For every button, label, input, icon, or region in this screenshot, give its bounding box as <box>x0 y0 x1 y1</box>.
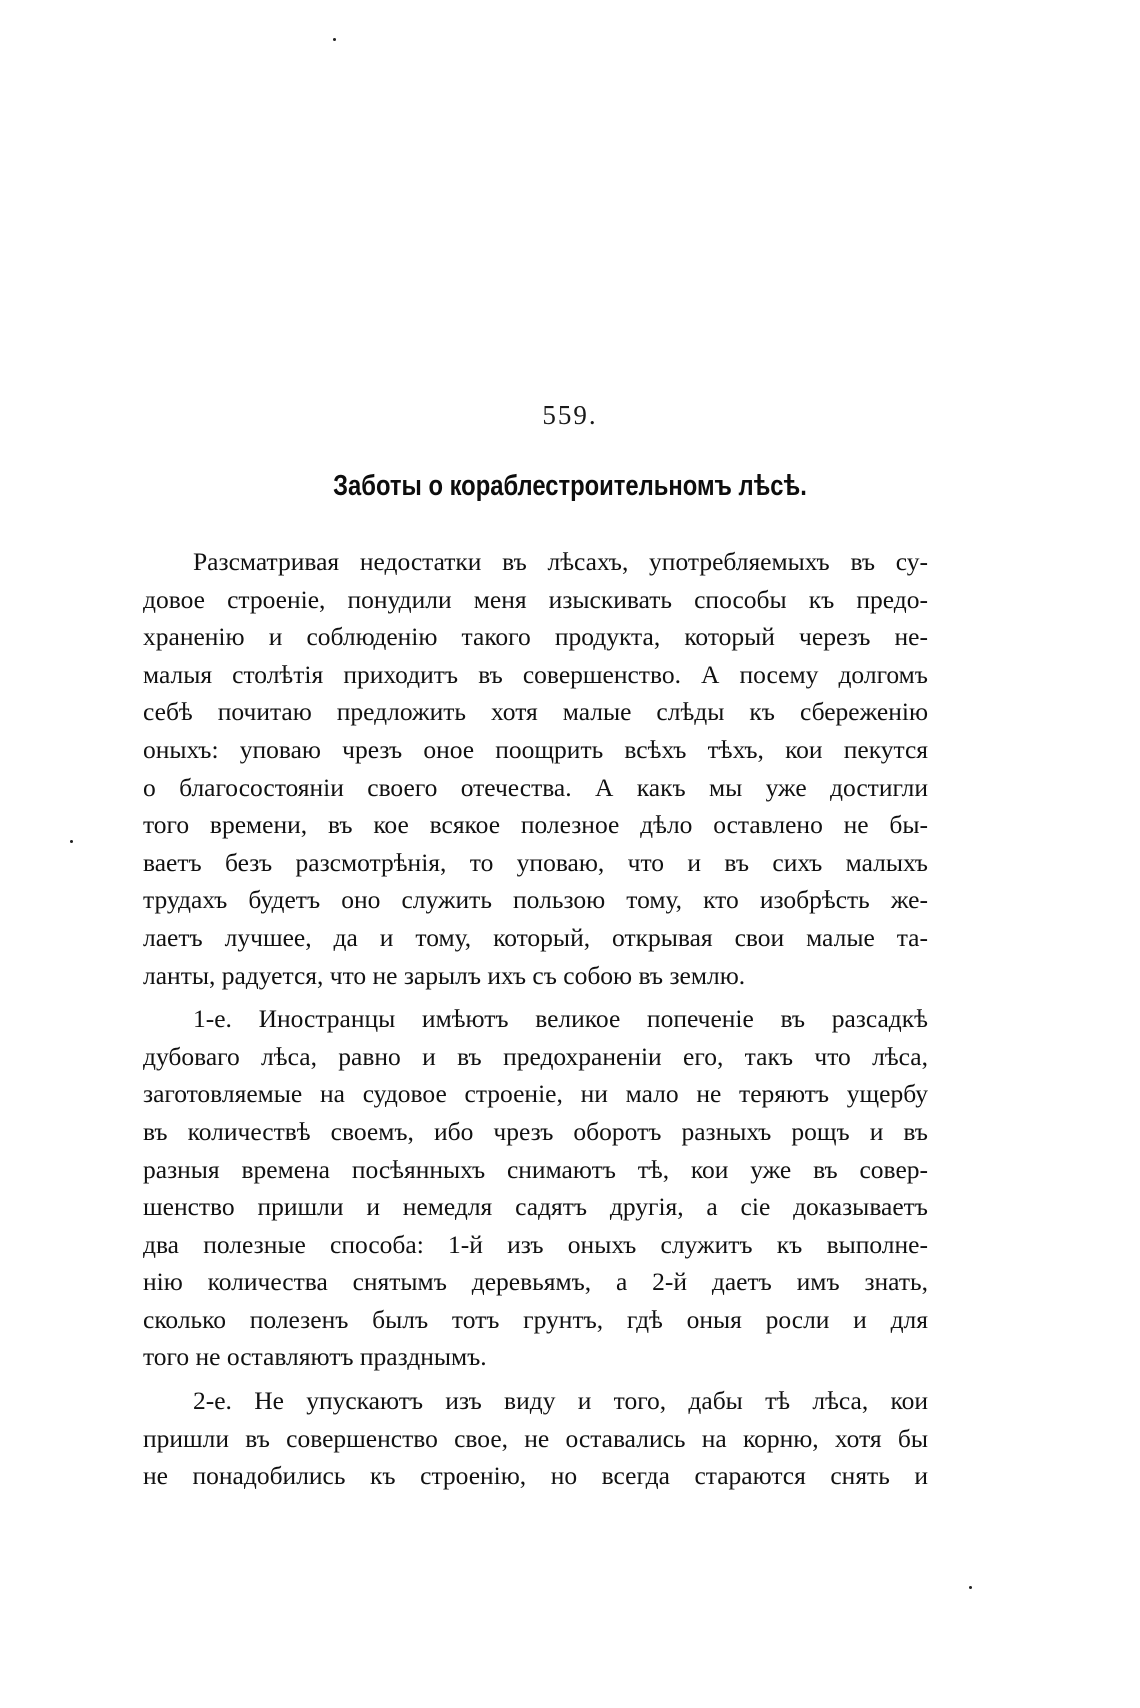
paragraph-item-2 <box>143 1382 928 1495</box>
print-speck <box>969 1586 972 1589</box>
text-line: заготовляемые на судовое строеніе, ни мало не теряютъ ущербу <box>143 1079 928 1109</box>
paragraph-item-1 <box>143 1000 928 1376</box>
text-line: довое строеніе, понудили меня изыскивать способы къ предо- <box>143 584 928 614</box>
document-number: 559. <box>542 400 598 430</box>
text-line: Разсматривая недостатки въ лѣсахъ, употребляемыхъ въ су- <box>193 547 928 576</box>
document-body <box>143 543 928 1495</box>
text-line: не понадобились къ строенію, но всегда стараются снять и <box>143 1461 928 1491</box>
text-line: трудахъ будетъ оно служить пользою тому, кто изобрѣсть же- <box>143 885 928 915</box>
text-line: дубоваго лѣса, равно и въ предохраненіи его, такъ что лѣса, <box>143 1041 928 1071</box>
text-line: ваетъ безъ разсмотрѣнія, то уповаю, что и въ сихъ малыхъ <box>143 847 928 877</box>
text-line: шенство пришли и немедля садятъ другія, а сіе доказываетъ <box>143 1192 928 1222</box>
text-line: лаетъ лучшее, да и тому, который, открывая свои малые та- <box>143 922 928 952</box>
text-line: малыя столѣтія приходитъ въ совершенство. А посему долгомъ <box>143 659 928 689</box>
text-line: сколько полезенъ былъ тотъ грунтъ, гдѣ оныя росли и для <box>143 1304 928 1334</box>
text-line: о благосостояніи своего отечества. А какъ мы уже достигли <box>143 772 928 802</box>
text-line: нію количества снятымъ деревьямъ, а 2-й даетъ имъ знать, <box>143 1267 928 1297</box>
text-line: разныя времена посѣянныхъ снимаютъ тѣ, кои уже въ совер- <box>143 1154 928 1184</box>
print-speck <box>70 840 73 843</box>
print-speck <box>333 38 336 41</box>
text-line: 2-е. Не упускаютъ изъ виду и того, дабы тѣ лѣса, кои <box>193 1386 928 1416</box>
text-line: храненію и соблюденію такого продукта, который черезъ не- <box>143 622 928 652</box>
text-line: себѣ почитаю предложить хотя малые слѣды къ сбереженію <box>143 697 928 727</box>
text-line: пришли въ совершенство свое, не оставались на корню, хотя бы <box>143 1423 928 1453</box>
document-title: Заботы о кораблестроительномъ лѣсѣ. <box>333 470 807 502</box>
text-line: въ количествѣ своемъ, ибо чрезъ оборотъ разныхъ рощъ и въ <box>143 1116 928 1146</box>
text-line: оныхъ: уповаю чрезъ оное поощрить всѣхъ тѣхъ, кои пекутся <box>143 734 928 764</box>
text-line: два полезные способа: 1-й изъ оныхъ служитъ къ выполне- <box>143 1229 928 1259</box>
paragraph-intro <box>143 543 928 994</box>
text-line: 1-е. Иностранцы имѣютъ великое попеченіе въ разсадкѣ <box>193 1004 928 1034</box>
text-line: ланты, радуется, что не зарылъ ихъ съ собою въ землю. <box>143 960 746 990</box>
text-line: того времени, въ кое всякое полезное дѣло оставлено не бы- <box>143 810 928 840</box>
text-line: того не оставляютъ празднымъ. <box>143 1342 487 1372</box>
